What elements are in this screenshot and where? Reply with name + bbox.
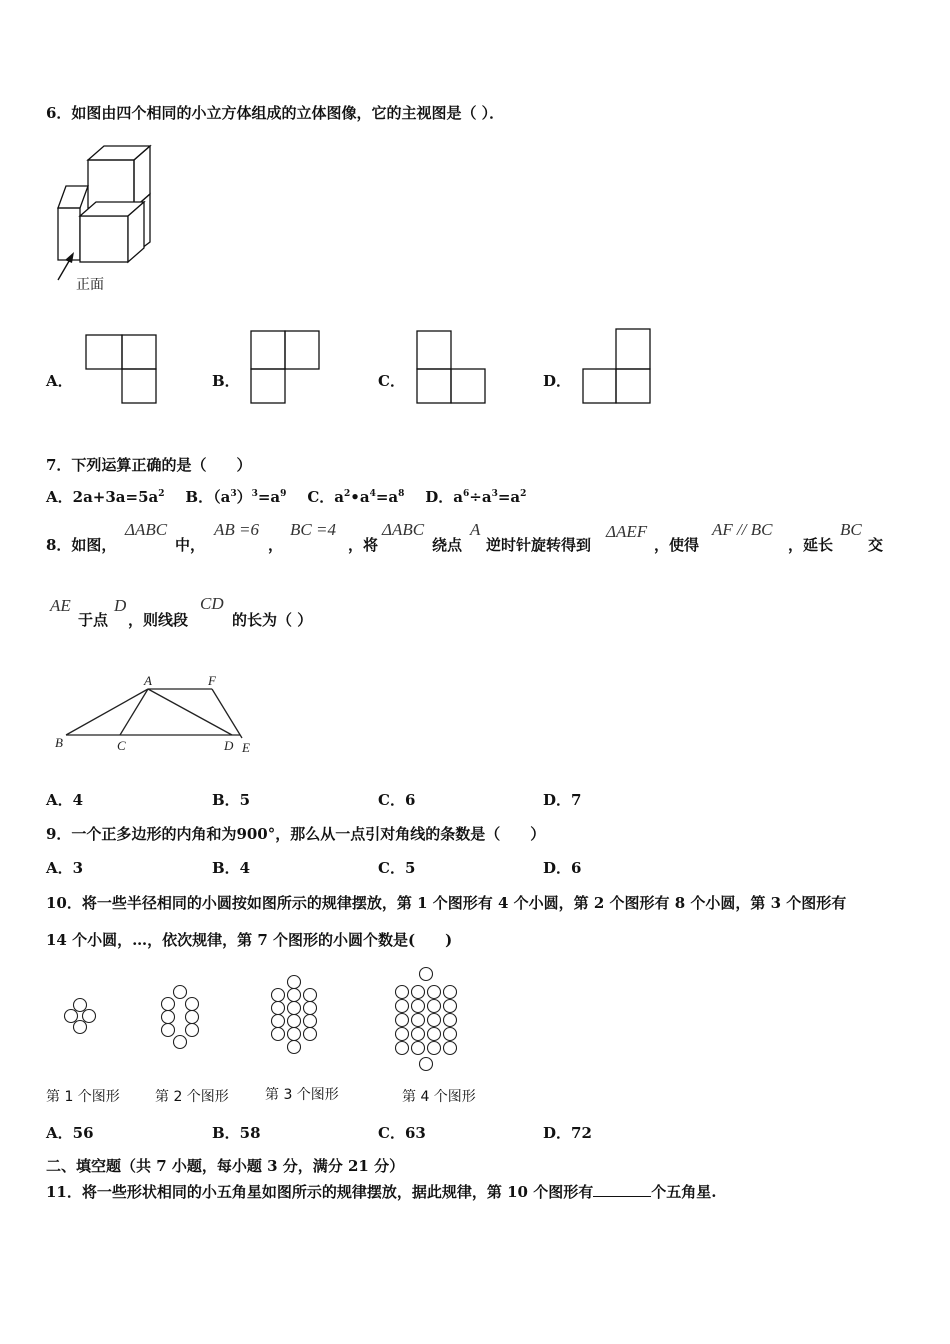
q8-option-d[interactable]: D．7 xyxy=(543,791,582,809)
q10-line1: 10．将一些半径相同的小圆按如图所示的规律摆放，第 1 个图形有 4 个小圆，第 2 个图形有 8 个小圆，第 3 个图形有 xyxy=(46,894,847,912)
q8-m1: ΔABC xyxy=(125,520,168,539)
q7-option-a[interactable] xyxy=(46,488,165,506)
q7-option-c[interactable] xyxy=(307,488,404,506)
q7-b-sup2: 3 xyxy=(251,489,258,499)
q7-c-sup2: 4 xyxy=(369,489,376,499)
front-label: 正面 xyxy=(76,277,104,293)
q9-option-c[interactable]: C．5 xyxy=(378,859,416,877)
q7-c-sup3: 8 xyxy=(398,489,405,499)
q6-text: 6．如图由四个相同的小立方体组成的立体图像，它的主视图是（ ）． xyxy=(46,104,505,122)
q7-b-sup3: 9 xyxy=(280,489,287,499)
q10-fig-label-4: 第 4 个图形 xyxy=(402,1089,476,1105)
q8-m4: ΔABC xyxy=(382,520,425,539)
label-c: C xyxy=(117,738,126,753)
cube-figure xyxy=(50,142,160,292)
q8-t11: ，则线段 xyxy=(128,611,189,629)
q7-option-b[interactable] xyxy=(185,488,286,506)
q8-m2: AB =6 xyxy=(214,520,259,539)
label-b: B xyxy=(55,735,63,750)
q7-a-sup: 2 xyxy=(158,489,165,499)
q7-d-sup3: 2 xyxy=(520,489,527,499)
q7-d-sup1: 6 xyxy=(463,489,470,499)
q6-option-c-figure xyxy=(416,330,488,406)
q10-fig-label-3: 第 3 个图形 xyxy=(265,1087,339,1103)
q6-option-c[interactable]: C． xyxy=(378,372,405,390)
q8-t5: 绕点 xyxy=(432,536,463,554)
label-f: F xyxy=(208,673,216,688)
q6-option-a-figure xyxy=(86,334,158,406)
q9-option-b[interactable]: B．4 xyxy=(212,859,251,877)
q10-option-b[interactable]: B．58 xyxy=(212,1124,261,1142)
q7-b-pre: B．（a xyxy=(185,488,231,506)
q11-pre: 11．将一些形状相同的小五角星如图所示的规律摆放，据此规律，第 10 个图形有 xyxy=(46,1183,594,1201)
q7-c-pre: C．a xyxy=(307,488,344,506)
q8-t1: 8．如图， xyxy=(46,536,117,554)
q6-option-d[interactable]: D． xyxy=(543,372,572,390)
q6-option-b[interactable]: B． xyxy=(212,372,240,390)
q6-option-d-figure xyxy=(582,328,654,406)
q10-option-c[interactable]: C．63 xyxy=(378,1124,426,1142)
label-a: A xyxy=(144,673,152,688)
q8-t8: ，延长 xyxy=(788,536,834,554)
label-d: D xyxy=(224,738,234,753)
q9-text: 9．一个正多边形的内角和为900°，那么从一点引对角线的条数是（ ） xyxy=(46,825,546,843)
q10-circles-figure xyxy=(0,960,520,1080)
q8-option-a[interactable]: A．4 xyxy=(46,791,84,809)
q8-t12: 的长为（ ） xyxy=(232,611,313,629)
q8-t10: 于点 xyxy=(78,611,109,629)
q8-option-c[interactable]: C．6 xyxy=(378,791,416,809)
q8-t7: ，使得 xyxy=(654,536,700,554)
q8-m11: CD xyxy=(200,594,224,613)
q8-m6: ΔAEF xyxy=(606,522,648,541)
q8-t2: 中， xyxy=(175,536,206,554)
q6-option-b-figure xyxy=(250,330,322,406)
q10-line2: 14 个小圆，…，依次规律，第 7 个图形的小圆个数是( ) xyxy=(46,931,453,949)
q7-d-post: =a xyxy=(497,488,521,506)
q8-t4: ，将 xyxy=(348,536,379,554)
q11-text xyxy=(46,1181,716,1202)
q7-d-pre: D．a xyxy=(425,488,464,506)
q9-option-d[interactable]: D．6 xyxy=(543,859,582,877)
q7-a-base: A．2a+3a=5a xyxy=(46,488,159,506)
q8-m3: BC =4 xyxy=(290,520,336,539)
q7-c-sup1: 2 xyxy=(343,489,351,499)
q7-text: 7．下列运算正确的是（ ） xyxy=(46,456,252,474)
q8-m8: BC xyxy=(840,520,862,539)
q8-m9: AE xyxy=(50,596,71,615)
q8-m7: AF // BC xyxy=(712,520,773,539)
q7-b-sup1: 3 xyxy=(230,489,237,499)
q11-post: 个五角星. xyxy=(651,1183,717,1201)
q8-t6: 逆时针旋转得到 xyxy=(486,536,592,554)
q7-option-d[interactable] xyxy=(425,488,526,506)
q7-b-post: =a xyxy=(257,488,281,506)
q11-answer-blank[interactable] xyxy=(593,1182,651,1197)
q8-t3: ， xyxy=(268,536,284,554)
q9-option-a[interactable]: A．3 xyxy=(46,859,84,877)
label-e: E xyxy=(242,740,250,755)
q7-options xyxy=(46,486,526,507)
q8-m10: D xyxy=(114,596,127,615)
q10-fig-label-2: 第 2 个图形 xyxy=(155,1089,229,1105)
q7-c-mid: •a xyxy=(350,488,370,506)
q7-d-sup2: 3 xyxy=(491,489,498,499)
q7-b-mid: ） xyxy=(236,488,252,506)
q6-option-a[interactable]: A． xyxy=(46,372,73,390)
q10-option-d[interactable]: D．72 xyxy=(543,1124,592,1142)
section2-heading: 二、填空题（共 7 小题，每小题 3 分，满分 21 分） xyxy=(46,1157,405,1175)
q10-fig-label-1: 第 1 个图形 xyxy=(46,1089,120,1105)
q7-c-post: =a xyxy=(375,488,399,506)
q10-option-a[interactable]: A．56 xyxy=(46,1124,94,1142)
q8-t9: 交 xyxy=(868,536,884,554)
q8-m5: A xyxy=(470,520,481,539)
q7-d-mid: ÷a xyxy=(469,488,492,506)
q8-triangle-figure xyxy=(52,672,262,762)
q8-option-b[interactable]: B．5 xyxy=(212,791,251,809)
